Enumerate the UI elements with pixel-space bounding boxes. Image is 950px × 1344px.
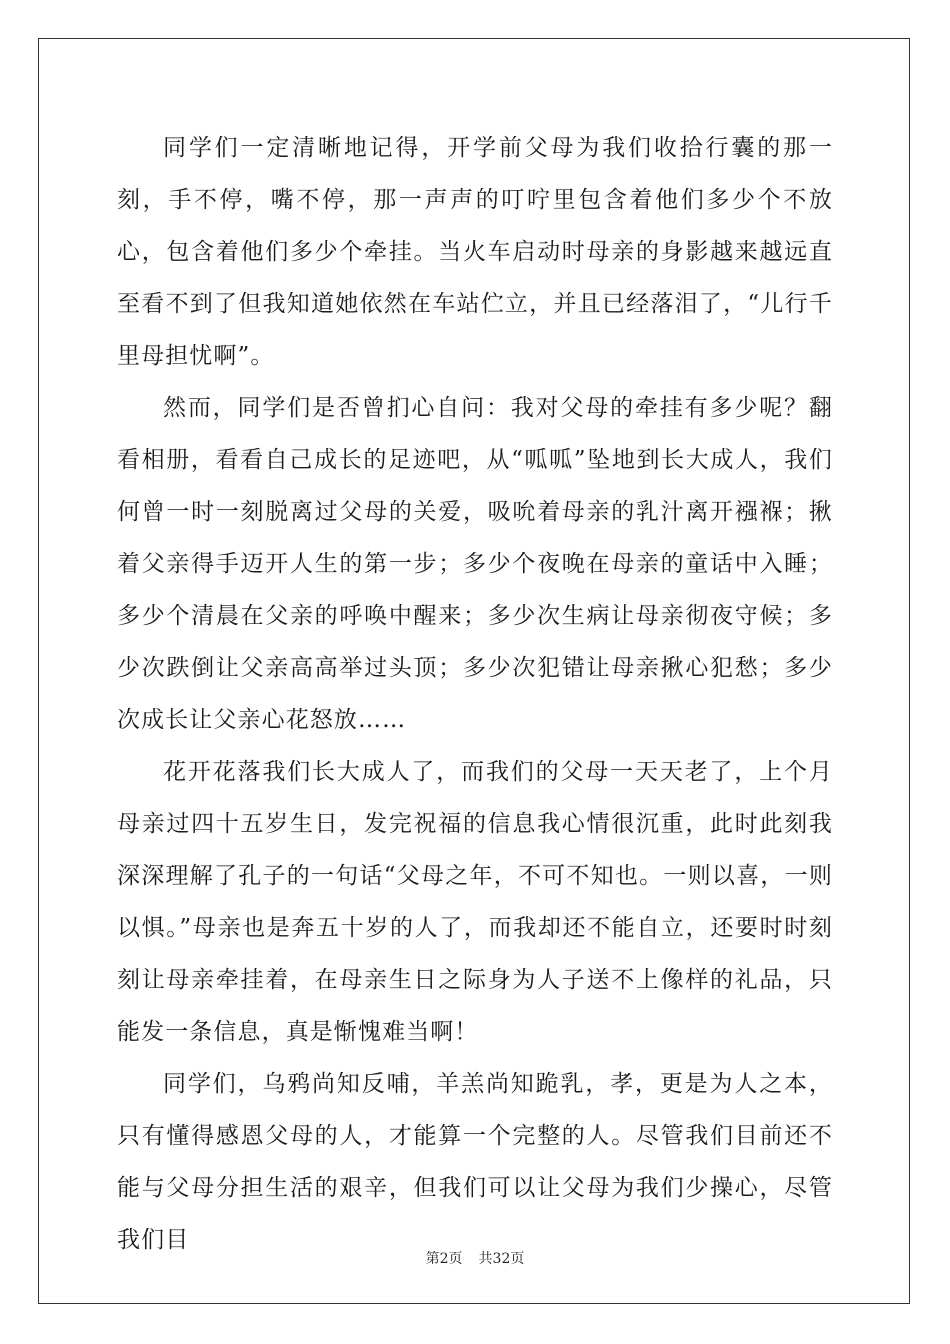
paragraph-2: 然而，同学们是否曾扪心自问：我对父母的牵挂有多少呢？翻看相册，看看自己成长的足迹吧，从“呱呱”坠地到长大成人，我们何曾一时一刻脱离过父母的关爱，吸吮着母亲的乳汁离开襁褓；揪着父亲得手迈开人生的第一步；多少个夜晚在母亲的童话中入睡；多少个清晨在父亲的呼唤中醒来；多少次生病让母亲彻夜守候；多少次跌倒让父亲高高举过头顶；多少次犯错让母亲揪心犯愁；多少次成长让父亲心花怒放……	[117, 395, 833, 733]
page-number: 第2页	[425, 1251, 463, 1267]
total-pages: 共32页	[478, 1251, 525, 1267]
document-body	[117, 122, 833, 1266]
page-footer	[0, 1248, 950, 1268]
paragraph-3: 花开花落我们长大成人了，而我们的父母一天天老了，上个月母亲过四十五岁生日，发完祝福的信息我心情很沉重，此时此刻我深深理解了孔子的一句话“父母之年，不可不知也。一则以喜，一则以惧。”母亲也是奔五十岁的人了，而我却还不能自立，还要时时刻刻让母亲牵挂着，在母亲生日之际身为人子送不上像样的礼品，只能发一条信息，真是惭愧难当啊！	[117, 759, 833, 1045]
paragraph-1: 同学们一定清晰地记得，开学前父母为我们收拾行囊的那一刻，手不停，嘴不停，那一声声的叮咛里包含着他们多少个不放心，包含着他们多少个牵挂。当火车启动时母亲的身影越来越远直至看不到了但我知道她依然在车站伫立，并且已经落泪了，“儿行千里母担忧啊”。	[117, 135, 833, 369]
paragraph-4: 同学们，乌鸦尚知反哺，羊羔尚知跪乳，孝，更是为人之本，只有懂得感恩父母的人，才能算一个完整的人。尽管我们目前还不能与父母分担生活的艰辛，但我们可以让父母为我们少操心，尽管我们目	[117, 1071, 833, 1253]
